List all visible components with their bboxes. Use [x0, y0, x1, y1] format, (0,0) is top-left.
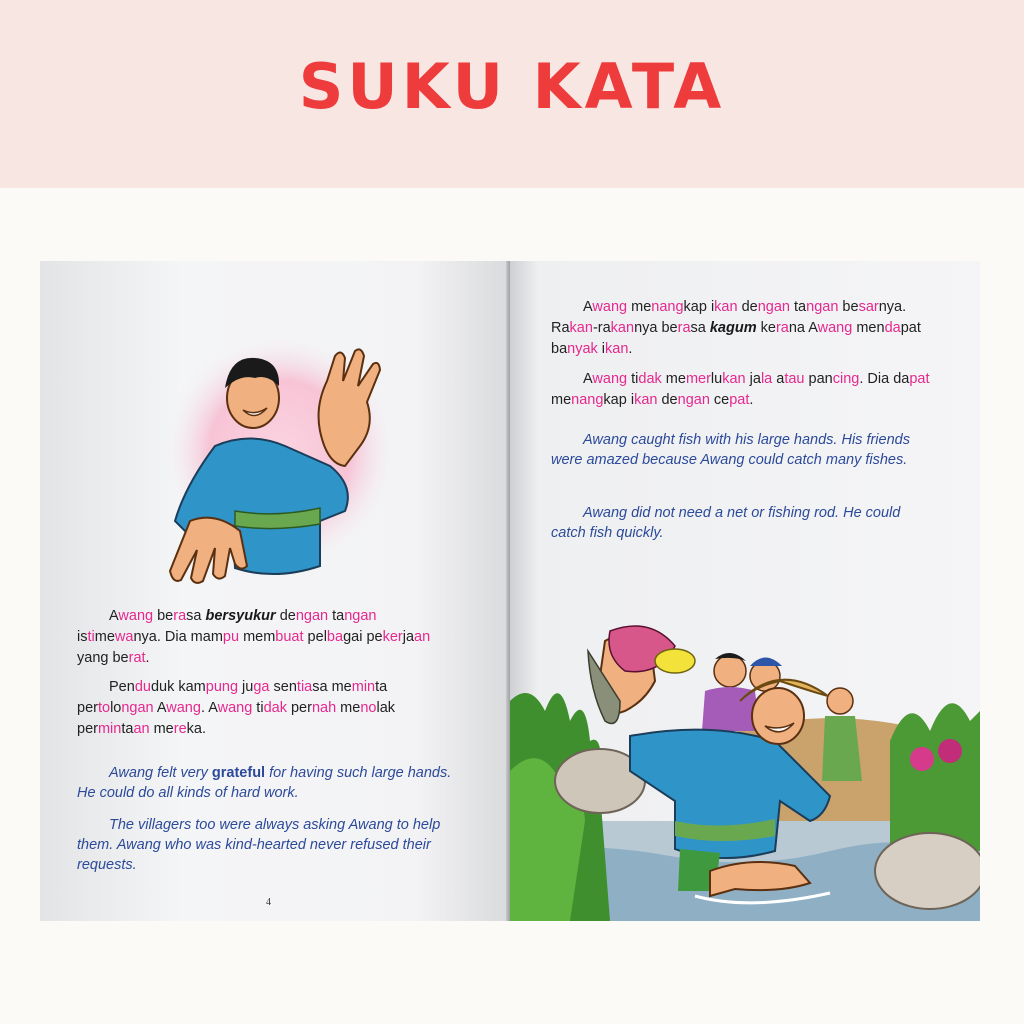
syllable-segment: kan: [722, 371, 746, 387]
syllable-segment: sa: [690, 320, 710, 336]
awang-head-shape: [752, 688, 804, 744]
left-page: [40, 261, 510, 921]
syllable-segment: wa: [114, 629, 134, 645]
english-paragraph-4: [551, 503, 931, 543]
syllable-segment: du: [134, 679, 151, 695]
syllable-segment: duk kam: [150, 679, 206, 695]
syllable-segment: ti: [87, 629, 95, 645]
syllable-segment: da: [889, 371, 910, 387]
syllable-segment: da: [884, 320, 901, 336]
english-1-before: Awang felt very: [109, 765, 212, 781]
syllable-segment: nang: [571, 392, 604, 408]
syllable-segment: ngan: [677, 392, 710, 408]
english-4-text: Awang did not need a net or fishing rod. He could catch fish quickly.: [551, 505, 901, 541]
awang-fishing-illustration: [510, 621, 980, 921]
syllable-segment: ke: [756, 320, 776, 336]
syllable-segment: . A: [200, 700, 218, 716]
syllable-segment: me: [94, 629, 115, 645]
syllable-segment: min: [97, 721, 122, 737]
syllable-segment: ngan: [121, 700, 154, 716]
syllable-segment: ju: [238, 679, 254, 695]
syllable-segment: A: [583, 371, 593, 387]
syllable-segment: sar: [858, 299, 879, 315]
syllable-segment: A: [109, 608, 119, 624]
syllable-segment: pat: [729, 392, 750, 408]
syllable-segment: tau: [784, 371, 805, 387]
syllable-segment: pung: [205, 679, 239, 695]
syllable-segment: .: [628, 341, 633, 357]
syllable-segment: wang: [817, 320, 853, 336]
syllable-segment: de: [737, 299, 758, 315]
syllable-segment: ngan: [806, 299, 839, 315]
syllable-segment: kan: [610, 320, 635, 336]
syllable-segment: A: [583, 299, 593, 315]
syllable-segment: kan: [714, 299, 738, 315]
syllable-segment: ga: [253, 679, 270, 695]
syllable-segment: kan: [605, 341, 629, 357]
syllable-segment: ngan: [757, 299, 790, 315]
banner-title: SUKU KATA: [298, 50, 726, 123]
syllable-segment: gum: [726, 320, 757, 336]
syllable-segment: min: [351, 679, 376, 695]
syllable-segment: pat: [909, 371, 930, 387]
english-paragraph-2: [77, 815, 457, 875]
pink-flower-shape: [910, 747, 934, 771]
friend-1-head: [714, 655, 746, 687]
english-paragraph-1: [77, 763, 455, 803]
syllable-segment: per: [77, 721, 98, 737]
syllable-segment: ja: [745, 371, 761, 387]
syllable-segment: lu: [710, 371, 723, 387]
rock-right-shape: [875, 833, 980, 909]
syllable-segment: wang: [592, 299, 628, 315]
syllable-segment: be: [153, 608, 174, 624]
malay-paragraph-1: [77, 606, 437, 669]
syllable-segment: wang: [166, 700, 201, 716]
syllable-segment: la: [760, 371, 773, 387]
syllable-segment: . Dia: [859, 371, 890, 387]
syllable-segment: dak: [263, 700, 287, 716]
syllable-segment: mem: [239, 629, 276, 645]
syllable-segment: A: [153, 700, 167, 716]
syllable-segment: a: [772, 371, 785, 387]
awang-hands-illustration: [155, 336, 395, 591]
syllable-segment: nya. Ra: [551, 299, 907, 336]
friend-3-head: [827, 688, 853, 714]
syllable-segment: dak: [638, 371, 662, 387]
syllable-segment: tia: [296, 679, 313, 695]
syllable-segment: ja: [402, 629, 415, 645]
syllable-segment: kap i: [603, 392, 635, 408]
syllable-segment: pel: [303, 629, 327, 645]
syllable-segment: me: [627, 299, 652, 315]
syllable-segment: lo: [110, 700, 122, 716]
syllable-segment: ce: [709, 392, 730, 408]
syllable-segment: kan: [634, 392, 658, 408]
syllable-segment: ti: [627, 371, 639, 387]
syllable-segment: Pen: [109, 679, 135, 695]
syllable-segment: i: [597, 341, 606, 357]
syllable-segment: .: [749, 392, 754, 408]
syllable-segment: sa me: [312, 679, 352, 695]
syllable-segment: mer: [685, 371, 711, 387]
syllable-segment: syu: [228, 608, 254, 624]
friend-1-shirt: [702, 687, 760, 731]
syllable-segment: de: [657, 392, 678, 408]
syllable-segment: pan: [804, 371, 833, 387]
open-book: [40, 261, 980, 921]
english-2-text: The villagers too were always asking Awang to help them. Awang who was kind-hearted never refused their requests.: [77, 817, 441, 873]
syllable-segment: ngan: [344, 608, 377, 624]
syllable-segment: ba: [326, 629, 344, 645]
syllable-segment: pe: [362, 629, 383, 645]
syllable-segment: to: [97, 700, 111, 716]
syllable-segment: rat: [128, 650, 146, 666]
syllable-segment: kan: [569, 320, 593, 336]
syllable-segment: ta: [328, 608, 345, 624]
syllable-segment: ber: [205, 608, 229, 624]
syllable-segment: kap i: [683, 299, 715, 315]
syllable-segment: ra: [677, 320, 691, 336]
syllable-segment: ta: [375, 679, 388, 695]
syllable-segment: pat ba: [551, 320, 921, 357]
syllable-segment: is: [77, 629, 88, 645]
syllable-segment: ra: [173, 608, 187, 624]
syllable-segment: ka.: [186, 721, 206, 737]
syllable-segment: me: [336, 700, 361, 716]
syllable-segment: nang: [651, 299, 684, 315]
syllable-segment: yang be: [77, 650, 129, 666]
syllable-segment: an: [414, 629, 431, 645]
malay-paragraph-3: [551, 297, 936, 360]
syllable-segment: ta: [790, 299, 807, 315]
syllable-segment: ta: [121, 721, 134, 737]
syllable-segment: per: [286, 700, 312, 716]
syllable-segment: nah: [311, 700, 337, 716]
syllable-segment: cing: [832, 371, 860, 387]
malay-paragraph-2: [77, 677, 453, 740]
syllable-segment: nya be: [634, 320, 678, 336]
syllable-segment: be: [838, 299, 859, 315]
yellow-fish-shape: [655, 649, 695, 673]
syllable-segment: gai: [343, 629, 363, 645]
syllable-segment: ker: [382, 629, 403, 645]
syllable-segment: an: [133, 721, 150, 737]
syllable-segment: ti: [252, 700, 264, 716]
syllable-segment: men: [852, 320, 885, 336]
english-3-text: Awang caught fish with his large hands. His friends were amazed because Awang could catch many fishes.: [551, 432, 910, 468]
syllable-segment: me: [149, 721, 174, 737]
friend-3-shirt: [822, 716, 862, 781]
syllable-segment: ka: [709, 320, 726, 336]
right-foliage-shape: [890, 703, 980, 851]
syllable-segment: ngan: [295, 608, 329, 624]
syllable-segment: me: [661, 371, 686, 387]
english-1-emphasis: grateful: [211, 765, 266, 781]
syllable-segment: kur: [253, 608, 276, 624]
syllable-segment: sen: [269, 679, 297, 695]
malay-paragraph-4: [551, 369, 951, 411]
syllable-segment: per: [77, 700, 98, 716]
syllable-segment: buat: [275, 629, 304, 645]
syllable-segment: A: [805, 320, 818, 336]
english-paragraph-3: [551, 430, 936, 470]
syllable-segment: wang: [118, 608, 154, 624]
syllable-segment: wang: [217, 700, 253, 716]
syllable-segment: wang: [592, 371, 628, 387]
syllable-segment: pu: [222, 629, 240, 645]
syllable-segment: na: [788, 320, 805, 336]
syllable-segment: de: [275, 608, 296, 624]
english-1-after: for having such large hands. He could do all kinds of hard work.: [77, 765, 452, 801]
syllable-segment: nya. Dia: [133, 629, 191, 645]
syllable-segment: no: [360, 700, 377, 716]
syllable-segment: lak: [376, 700, 396, 716]
syllable-segment: mam: [190, 629, 223, 645]
syllable-segment: me: [551, 392, 572, 408]
syllable-segment: nyak: [567, 341, 598, 357]
syllable-segment: ra: [775, 320, 789, 336]
page-number: 4: [266, 897, 271, 908]
syllable-segment: .: [145, 650, 150, 666]
syllable-segment: re: [173, 721, 187, 737]
syllable-segment: -ra: [592, 320, 611, 336]
header-banner: [0, 0, 1024, 188]
syllable-segment: sa: [186, 608, 206, 624]
right-page: [510, 261, 980, 921]
